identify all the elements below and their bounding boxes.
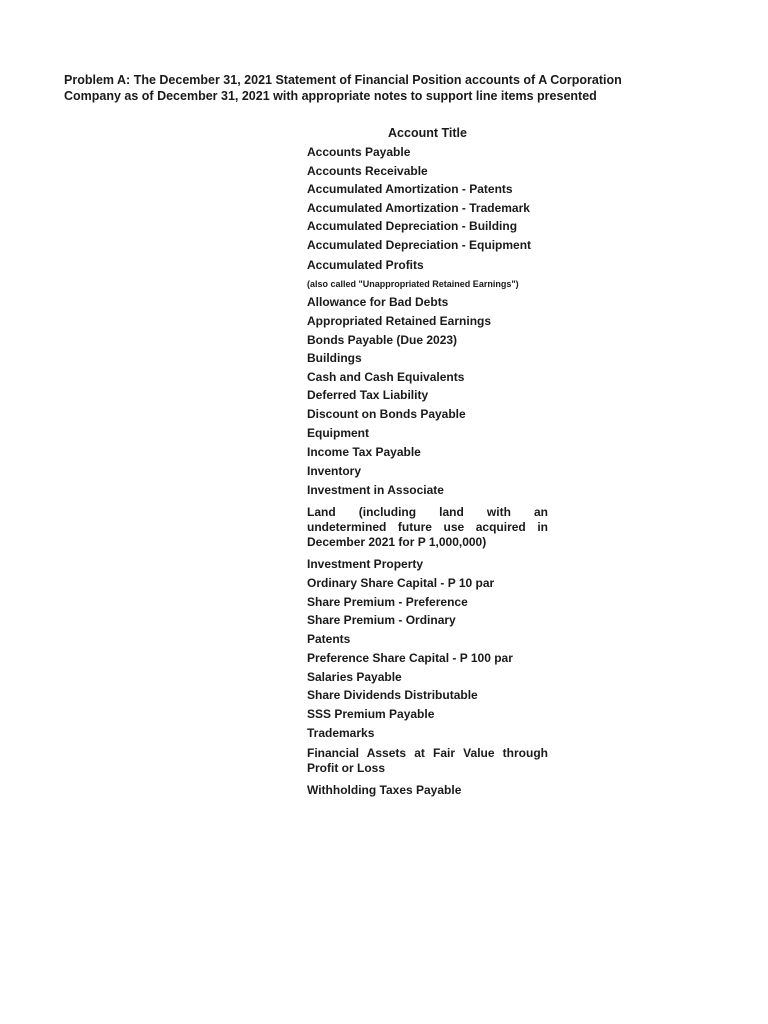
- account-investment-associate: Investment in Associate: [307, 483, 444, 497]
- account-patents: Patents: [307, 632, 351, 646]
- account-income-tax-payable: Income Tax Payable: [307, 445, 421, 459]
- problem-line-1: [64, 72, 622, 88]
- note-prefix: (also called ": [307, 279, 363, 289]
- account-equipment: Equipment: [307, 426, 369, 440]
- account-accum-amortization-trademark: Accumulated Amortization - Trademark: [307, 201, 530, 215]
- problem-label: Problem A:: [64, 73, 131, 87]
- problem-line-2: Company as of December 31, 2021 with appropriate notes to support line items presented: [64, 89, 597, 103]
- account-sss-premium-payable: SSS Premium Payable: [307, 707, 435, 721]
- account-accumulated-profits: Accumulated Profits: [307, 258, 424, 272]
- account-salaries-payable: Salaries Payable: [307, 670, 402, 684]
- account-share-premium-ordinary: Share Premium - Ordinary: [307, 613, 456, 627]
- account-accum-amortization-patents: Accumulated Amortization - Patents: [307, 182, 513, 196]
- note-suffix: "): [511, 279, 519, 289]
- account-bonds-payable: Bonds Payable (Due 2023): [307, 333, 458, 347]
- account-share-dividends-distributable: Share Dividends Distributable: [307, 688, 478, 702]
- accumulated-profits-note: [307, 279, 548, 290]
- account-preference-share-capital: Preference Share Capital - P 100 par: [307, 651, 513, 665]
- account-cash-equivalents: Cash and Cash Equivalents: [307, 370, 465, 384]
- column-header-account-title: Account Title: [388, 126, 467, 140]
- account-accounts-payable: Accounts Payable: [307, 145, 411, 159]
- problem-statement: [64, 72, 622, 104]
- account-appropriated-retained-earnings: Appropriated Retained Earnings: [307, 314, 492, 328]
- account-withholding-taxes-payable: Withholding Taxes Payable: [307, 783, 462, 797]
- account-investment-property: Investment Property: [307, 557, 424, 571]
- account-share-premium-preference: Share Premium - Preference: [307, 595, 468, 609]
- problem-text-1: The December 31, 2021 Statement of Financial Position accounts of A Corporation: [130, 73, 622, 87]
- account-inventory: Inventory: [307, 464, 362, 478]
- account-ordinary-share-capital: Ordinary Share Capital - P 10 par: [307, 576, 495, 590]
- account-accum-depreciation-equipment: Accumulated Depreciation - Equipment: [307, 238, 532, 252]
- account-accum-depreciation-building: Accumulated Depreciation - Building: [307, 219, 518, 233]
- account-discount-bonds-payable: Discount on Bonds Payable: [307, 407, 466, 421]
- account-financial-assets-fvtpl: Financial Assets at Fair Value through Profit or Loss: [307, 746, 548, 775]
- account-allowance-bad-debts: Allowance for Bad Debts: [307, 295, 449, 309]
- account-accounts-receivable: Accounts Receivable: [307, 164, 428, 178]
- account-deferred-tax-liability: Deferred Tax Liability: [307, 388, 429, 402]
- note-bold-text: Unappropriated Retained Earnings: [362, 279, 512, 289]
- account-land: Land (including land with an undetermined future use acquired in December 2021 for P 1,000,000): [307, 505, 548, 549]
- account-buildings: Buildings: [307, 351, 362, 365]
- account-trademarks: Trademarks: [307, 726, 375, 740]
